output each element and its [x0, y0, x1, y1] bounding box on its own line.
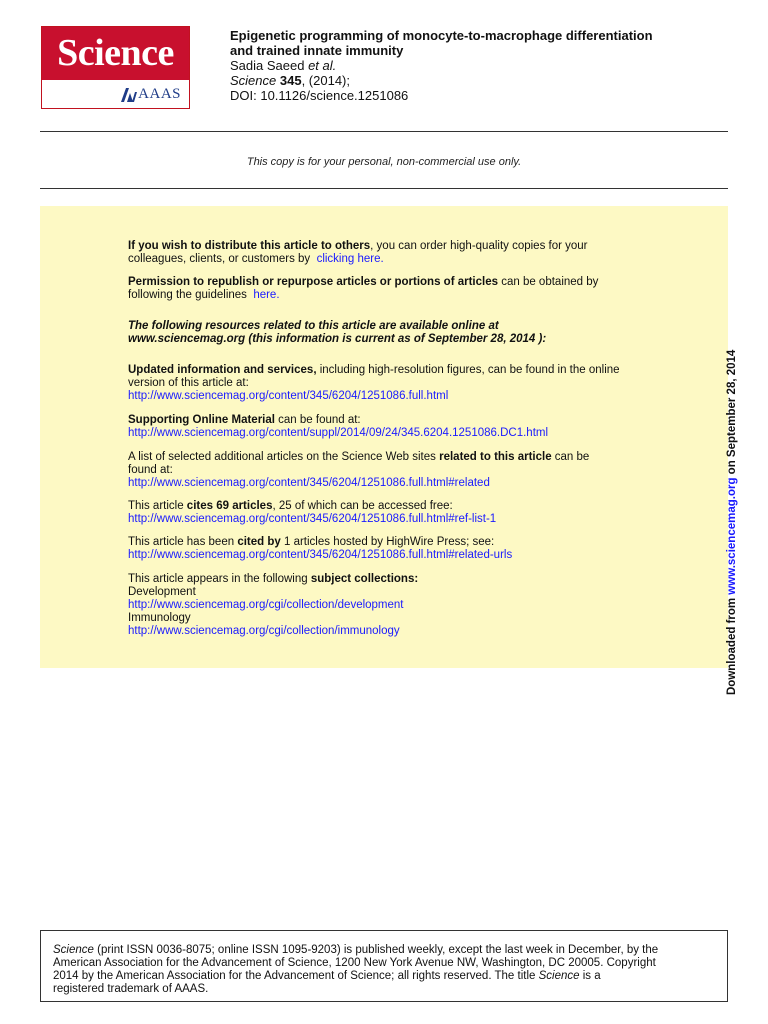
footer-line4: registered trademark of AAAS. [53, 983, 209, 995]
updated-heading: Updated information and services, [128, 364, 317, 376]
supporting-material-link[interactable]: http://www.sciencemag.org/content/suppl/2014/09/24/345.6204.1251086.DC1.html [128, 427, 549, 439]
related-text-after: can be [551, 451, 590, 463]
supporting-text: can be found at: [274, 414, 361, 426]
development-collection-link[interactable]: http://www.sciencemag.org/cgi/collection/development [128, 599, 404, 611]
footer-journal2: Science [538, 970, 580, 982]
science-wordmark: Science [42, 27, 189, 80]
related-text2: found at: [128, 464, 173, 476]
footer-journal: Science [53, 944, 94, 956]
distribute-text2: colleagues, clients, or customers by [128, 253, 311, 265]
collections-text: This article appears in the following [128, 573, 311, 585]
guidelines-here-link[interactable]: here. [253, 289, 280, 301]
footer-line3-end: is a [579, 970, 601, 982]
related-articles-link[interactable]: http://www.sciencemag.org/content/345/6204/1251086.full.html#related [128, 477, 490, 489]
aaas-logo [42, 80, 189, 109]
copyright-footer [40, 930, 728, 1002]
related-urls-link[interactable]: http://www.sciencemag.org/content/345/6204/1251086.full.html#related-urls [128, 549, 513, 561]
permission-section [128, 276, 673, 302]
cites-text-after: , 25 of which can be accessed free: [272, 500, 453, 512]
clicking-here-link[interactable]: clicking here. [316, 253, 384, 265]
supporting-heading: Supporting Online Material [128, 414, 275, 426]
permission-heading: Permission to republish or repurpose articles or portions of articles [128, 276, 499, 288]
updated-text: including high-resolution figures, can be found in the online [316, 364, 620, 376]
author-name: Sadia Saeed [230, 58, 305, 73]
permission-text: can be obtained by [498, 276, 599, 288]
supporting-section [128, 414, 673, 440]
cited-by-text: This article has been [128, 536, 238, 548]
download-note-text: Downloaded from [726, 594, 738, 695]
ref-list-link[interactable]: http://www.sciencemag.org/content/345/6204/1251086.full.html#ref-list-1 [128, 513, 497, 525]
doi: DOI: 10.1126/science.1251086 [230, 88, 409, 103]
resources-note [128, 320, 673, 346]
volume: 345 [279, 73, 302, 88]
divider-top [40, 131, 728, 132]
collection-name-immunology: Immunology [128, 612, 191, 624]
footer-line3 [53, 970, 715, 983]
cited-by-heading: cited by [237, 536, 281, 548]
year: , (2014); [301, 73, 350, 88]
resources-note-line1: The following resources related to this article are available online at [128, 320, 499, 332]
permission-text2: following the guidelines [128, 289, 247, 301]
related-text: A list of selected additional articles on the Science Web sites [128, 451, 440, 463]
resources-note-line2: www.sciencemag.org (this information is current as of September 28, 2014 ): [128, 333, 547, 345]
aaas-wordmark: AAAS [138, 86, 181, 102]
article-header [230, 28, 653, 103]
updated-text2: version of this article at: [128, 377, 249, 389]
copy-note: This copy is for your personal, non-commercial use only. [246, 156, 522, 168]
article-title-line2: and trained innate immunity [230, 43, 404, 58]
updated-section [128, 364, 673, 403]
distribute-section [128, 240, 673, 266]
download-note-date: on September 28, 2014 [726, 349, 738, 478]
footer-line2: American Association for the Advancement of Science, 1200 New York Avenue NW, Washington, DC 20005. Copyright [53, 957, 656, 969]
distribute-heading: If you wish to distribute this article to others [128, 240, 371, 252]
journal-name: Science [230, 73, 277, 88]
cites-heading: cites 69 articles [186, 500, 273, 512]
article-authors [230, 58, 653, 73]
citation [230, 73, 653, 88]
download-note [726, 350, 738, 695]
distribute-text: , you can order high-quality copies for your [370, 240, 588, 252]
science-logo [41, 26, 190, 109]
sciencemag-link[interactable]: www.sciencemag.org [726, 477, 738, 595]
collections-section [128, 573, 673, 638]
collections-heading: subject collections: [310, 573, 419, 585]
full-text-link[interactable]: http://www.sciencemag.org/content/345/6204/1251086.full.html [128, 390, 449, 402]
cites-text: This article [128, 500, 187, 512]
article-title-line1: Epigenetic programming of monocyte-to-macrophage differentiation [230, 28, 653, 43]
immunology-collection-link[interactable]: http://www.sciencemag.org/cgi/collection/immunology [128, 625, 400, 637]
collection-name-development: Development [128, 586, 196, 598]
divider-bottom [40, 188, 728, 189]
footer-line3-text: 2014 by the American Association for the Advancement of Science; all rights reserved. The title [53, 970, 539, 982]
footer-line1-text: (print ISSN 0036-8075; online ISSN 1095-9203) is published weekly, except the last week in December, by the [93, 944, 659, 956]
related-heading: related to this article [439, 451, 552, 463]
related-section [128, 451, 673, 490]
aaas-mark-icon [121, 88, 137, 102]
cited-by-text-after: 1 articles hosted by HighWire Press; see: [280, 536, 495, 548]
cited-by-section [128, 536, 673, 562]
footer-line1 [53, 944, 715, 957]
cites-section [128, 500, 673, 526]
et-al: et al. [308, 58, 337, 73]
